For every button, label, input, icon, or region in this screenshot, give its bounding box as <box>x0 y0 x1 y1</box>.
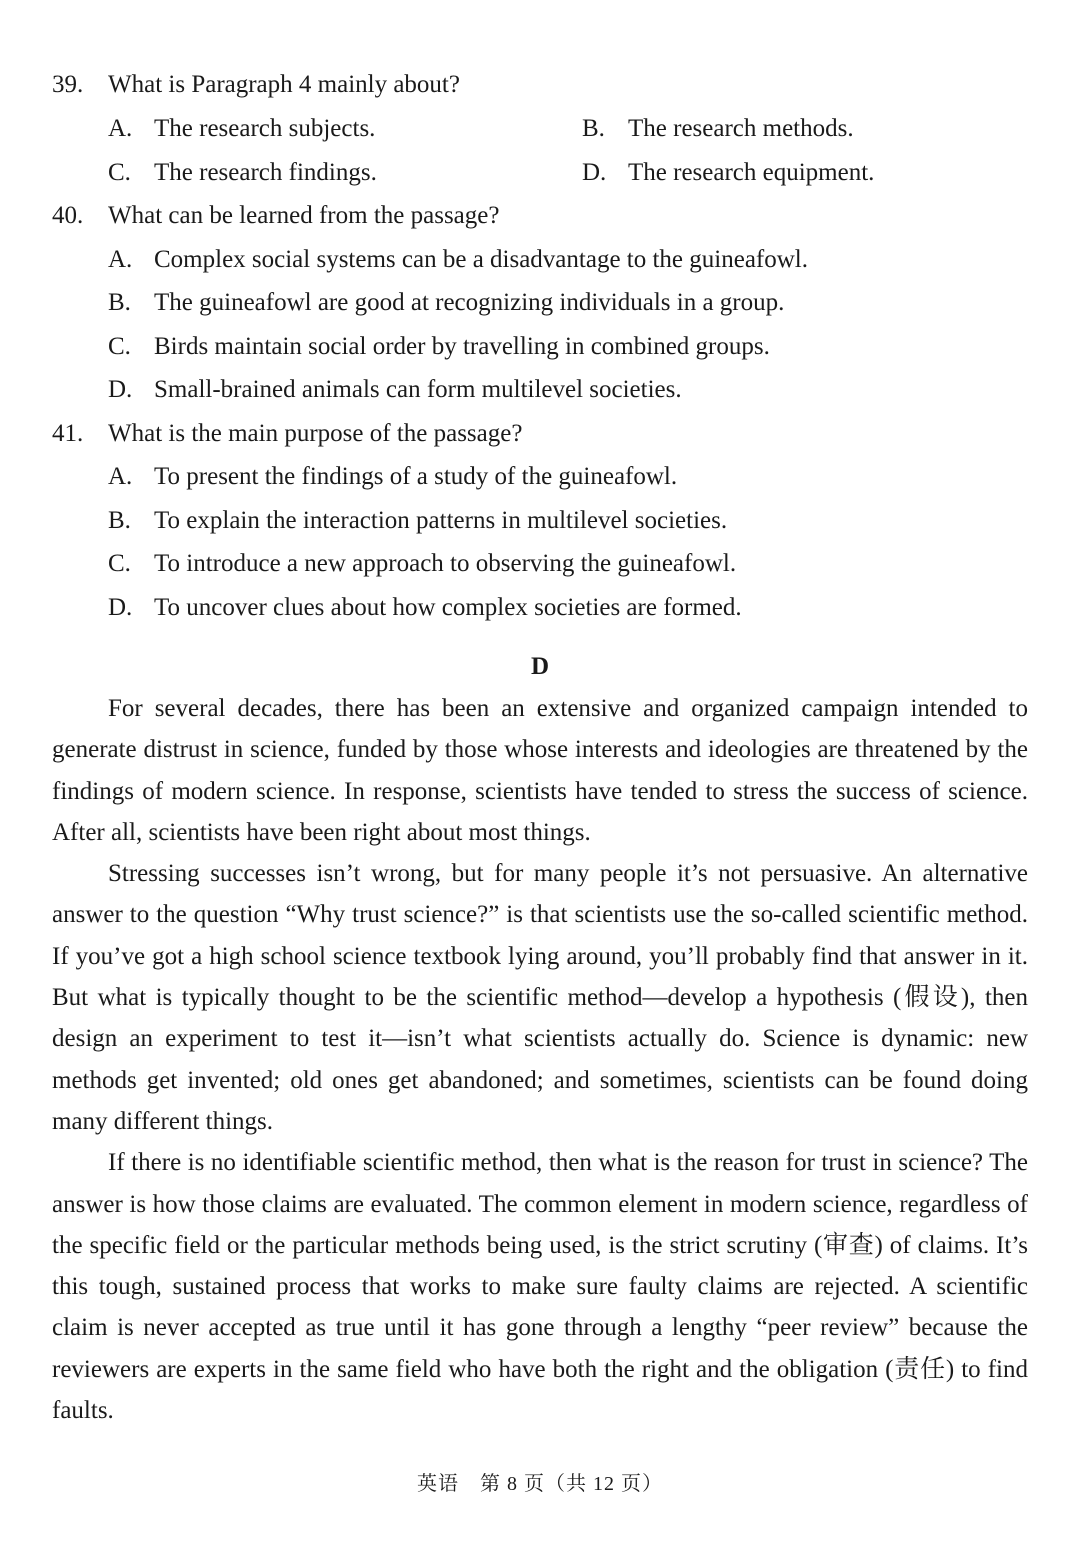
option-39-d <box>582 158 874 188</box>
option-41-d <box>108 593 742 623</box>
option-40-d <box>108 375 682 405</box>
option-letter: A. <box>108 115 133 142</box>
option-41-c <box>108 549 736 579</box>
section-title: D <box>530 653 550 680</box>
question-number: 40. <box>52 202 84 229</box>
option-39-c <box>108 158 377 188</box>
question-stem: What is Paragraph 4 mainly about? <box>108 71 460 98</box>
option-text: The research findings. <box>154 159 377 186</box>
option-letter: B. <box>582 115 605 142</box>
option-41-a <box>108 462 677 492</box>
question-40 <box>52 201 499 231</box>
reading-passage <box>52 688 1028 1431</box>
option-text: Complex social systems can be a disadvantage to the guineafowl. <box>154 246 808 273</box>
question-39 <box>52 70 460 100</box>
option-41-b <box>108 506 727 536</box>
option-letter: C. <box>108 550 131 577</box>
option-letter: B. <box>108 289 131 316</box>
option-39-a <box>108 114 375 144</box>
option-text: Small-brained animals can form multilevel societies. <box>154 376 682 403</box>
option-39-b <box>582 114 854 144</box>
page-footer: 英语 第 8 页（共 12 页） <box>417 1473 663 1495</box>
question-stem: What is the main purpose of the passage? <box>108 420 523 447</box>
passage-paragraph: For several decades, there has been an extensive and organized campaign intended to generate distrust in science, funded by those whose interests and ideologies are threatened by the findings of modern science. In response, scientists have tended to stress the success of science. After all, scientists have been right about most things. <box>52 695 1028 846</box>
option-letter: A. <box>108 463 133 490</box>
option-text: The research equipment. <box>628 159 875 186</box>
option-text: The guineafowl are good at recognizing individuals in a group. <box>154 289 785 316</box>
option-40-a <box>108 245 808 275</box>
question-number: 39. <box>52 71 84 98</box>
question-stem: What can be learned from the passage? <box>108 202 500 229</box>
option-40-b <box>108 288 784 318</box>
question-41 <box>52 419 522 449</box>
option-text: To explain the interaction patterns in multilevel societies. <box>154 507 728 534</box>
option-letter: D. <box>108 594 133 621</box>
option-text: The research subjects. <box>154 115 376 142</box>
option-text: Birds maintain social order by travelling in combined groups. <box>154 333 770 360</box>
option-text: To introduce a new approach to observing the guineafowl. <box>154 550 737 577</box>
option-letter: B. <box>108 507 131 534</box>
option-letter: C. <box>108 333 131 360</box>
option-letter: D. <box>108 376 133 403</box>
passage-paragraph: If there is no identifiable scientific method, then what is the reason for trust in science? The answer is how those claims are evaluated. The common element in modern science, regardless of the specific field or the particular methods being used, is the strict scrutiny (审查) of claims. It’s this tough, sustained process that works to make sure faulty claims are rejected. A scientific claim is never accepted as true until it has gone through a lengthy “peer review” because the reviewers are experts in the same field who have both the right and the obligation (责任) to find faults. <box>52 1149 1028 1425</box>
option-40-c <box>108 332 770 362</box>
option-text: The research methods. <box>628 115 854 142</box>
option-letter: D. <box>582 159 607 186</box>
option-text: To present the findings of a study of the guineafowl. <box>154 463 678 490</box>
option-text: To uncover clues about how complex societies are formed. <box>154 594 742 621</box>
question-number: 41. <box>52 420 84 447</box>
option-letter: A. <box>108 246 133 273</box>
option-letter: C. <box>108 159 131 186</box>
passage-paragraph: Stressing successes isn’t wrong, but for many people it’s not persuasive. An alternative answer to the question “Why trust science?” is that scientists use the so-called scientific method. If you’ve got a high school science textbook lying around, you’ll probably find that answer in it. But what is typically thought to be the scientific method—develop a hypothesis (假设), then design an experiment to test it—isn’t what scientists actually do. Science is dynamic: new methods get invented; old ones get abandoned; and sometimes, scientists can be found doing many different things. <box>52 860 1028 1135</box>
